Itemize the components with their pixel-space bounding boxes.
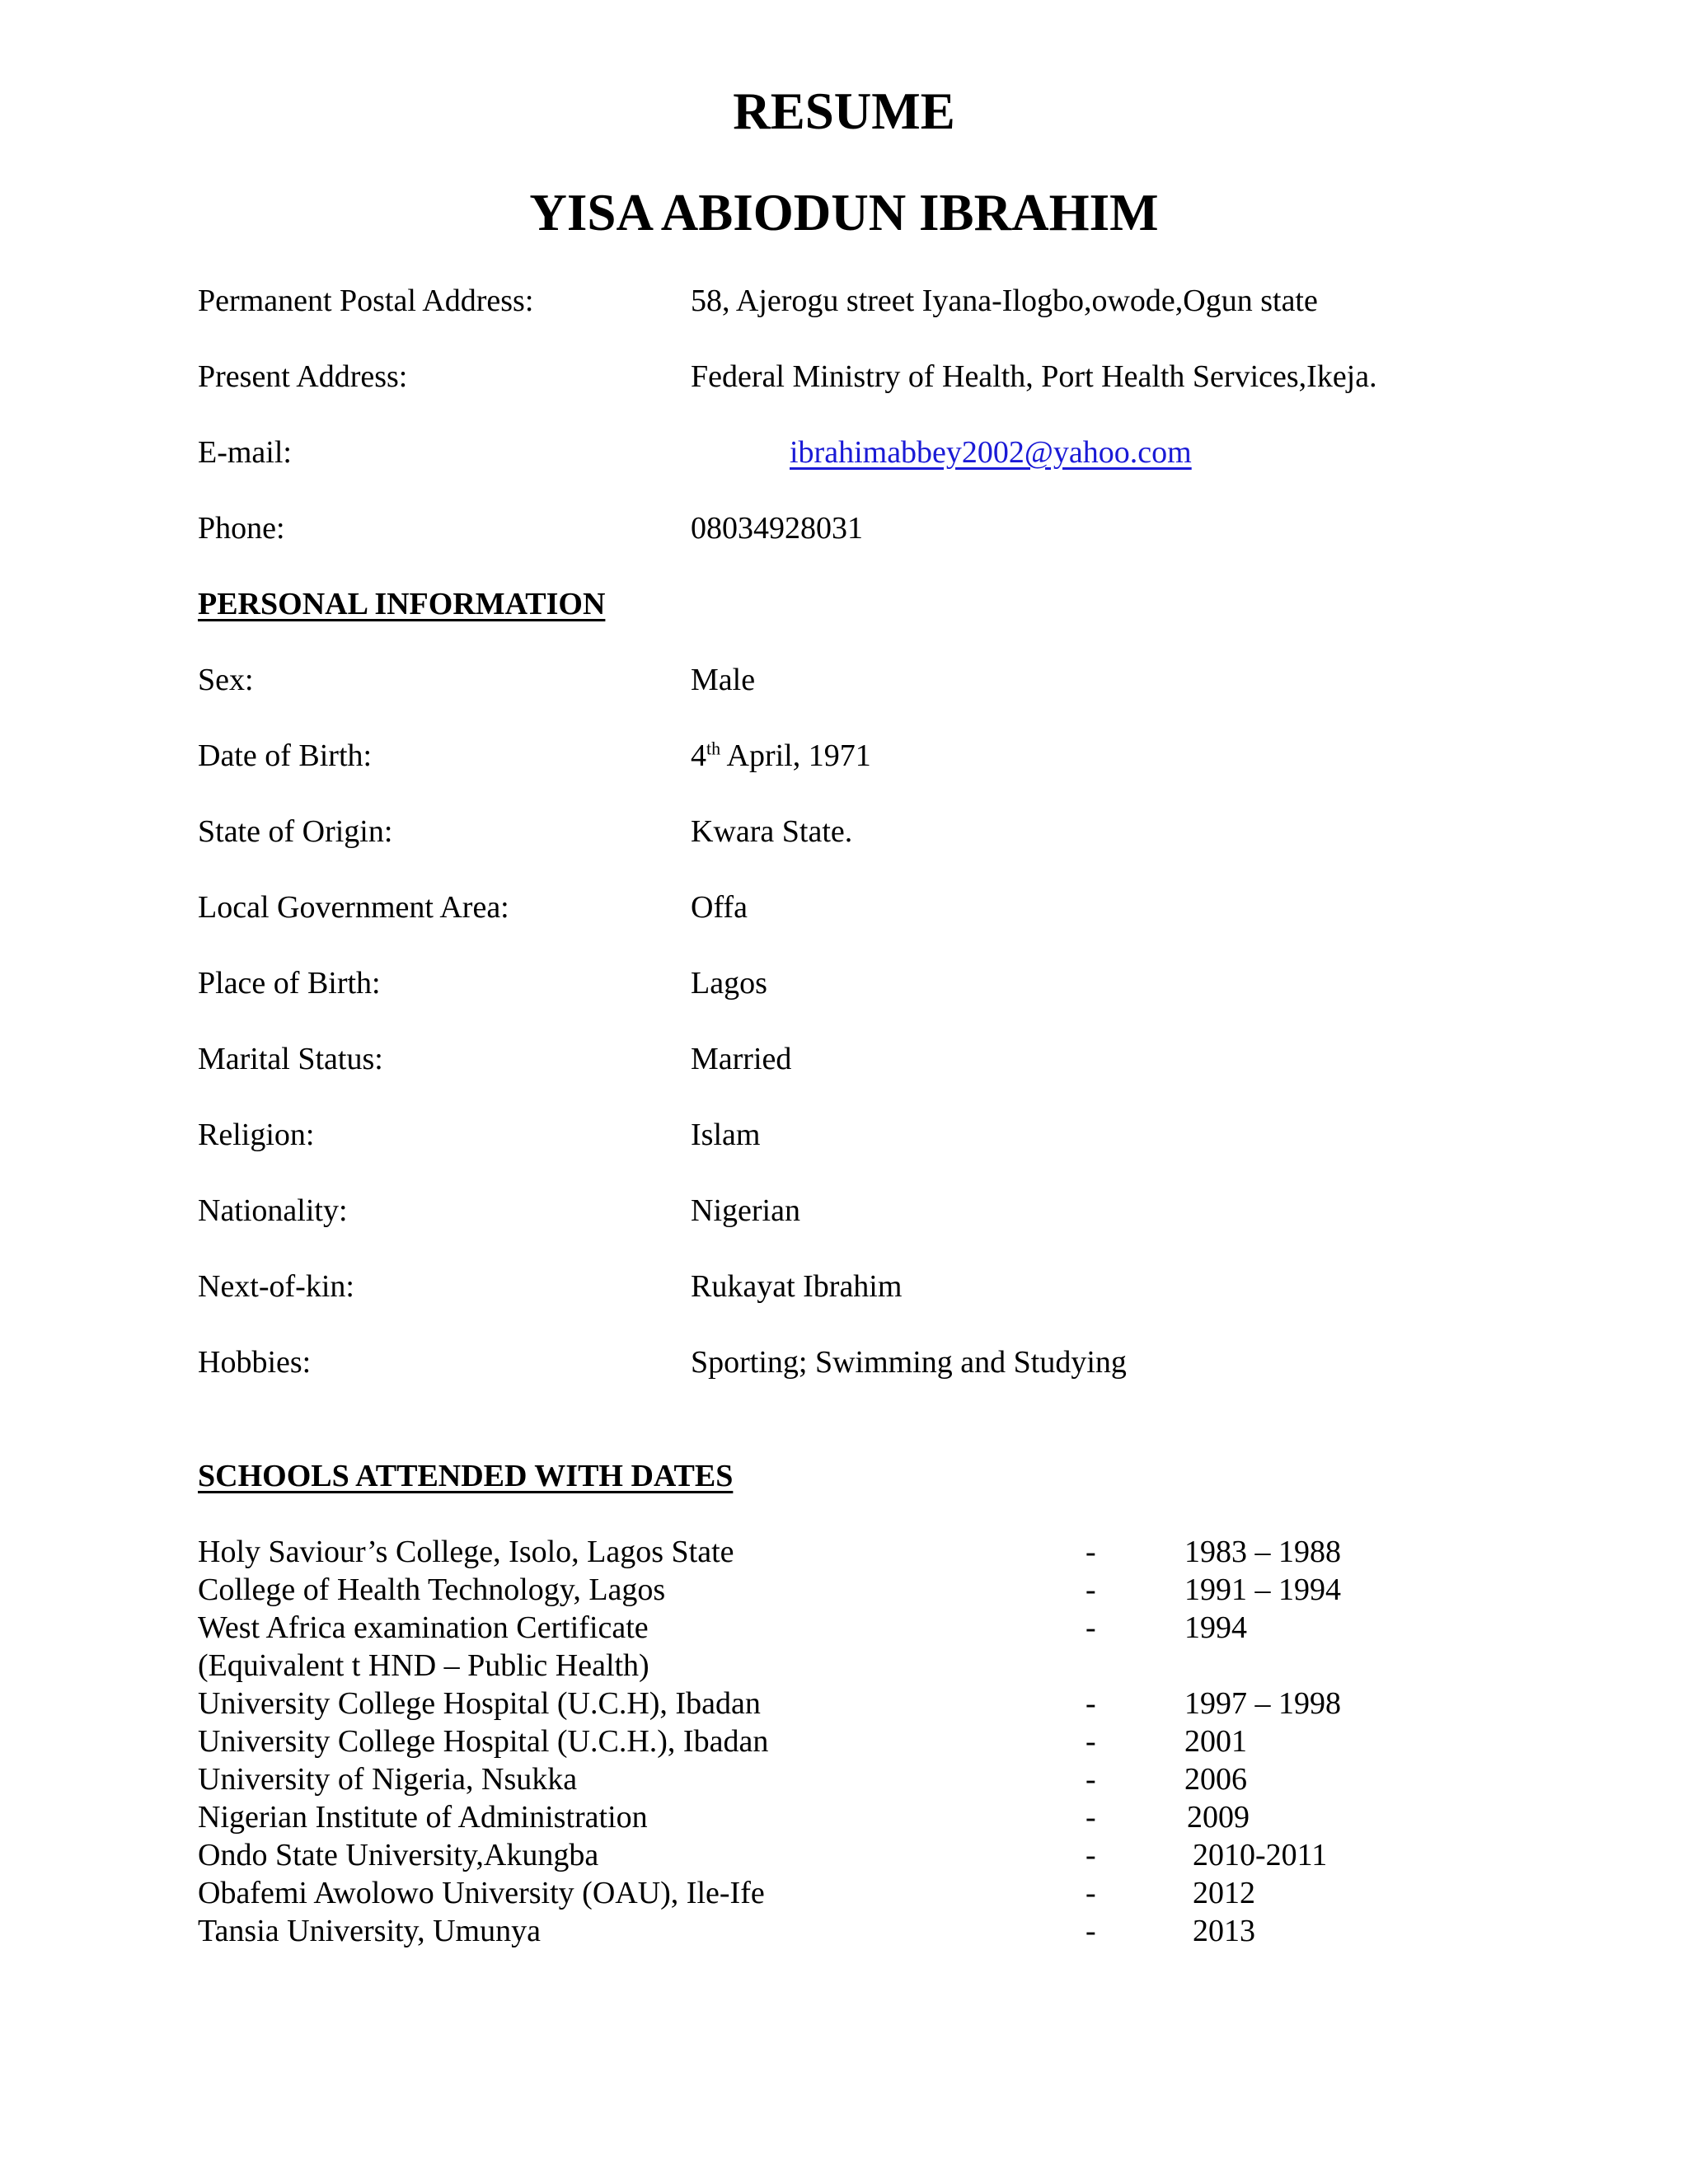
school-dash: -: [1085, 1724, 1096, 1759]
place-of-birth-label: Place of Birth:: [198, 966, 381, 1001]
school-name: College of Health Technology, Lagos: [198, 1572, 666, 1607]
school-dash: -: [1085, 1800, 1096, 1835]
school-dash: -: [1085, 1610, 1096, 1645]
lga-value: Offa: [691, 890, 748, 925]
birth-day: 4: [691, 738, 706, 773]
religion-value: Islam: [691, 1118, 761, 1152]
school-name: University College Hospital (U.C.H.), Ibadan: [198, 1724, 769, 1759]
present-address-label: Present Address:: [198, 359, 408, 394]
date-of-birth-value: [691, 740, 871, 771]
schools-heading: SCHOOLS ATTENDED WITH DATES: [198, 1459, 734, 1493]
school-dash: -: [1085, 1876, 1096, 1910]
school-dash: -: [1085, 1914, 1096, 1948]
school-dates: 1983 – 1988: [1184, 1535, 1341, 1569]
phone-label: Phone:: [198, 511, 285, 546]
school-dates: 1991 – 1994: [1184, 1572, 1341, 1607]
document-title: RESUME: [733, 82, 955, 140]
nationality-value: Nigerian: [691, 1193, 800, 1228]
school-dates: 2010-2011: [1193, 1838, 1328, 1872]
school-dates: 2009: [1187, 1800, 1250, 1835]
school-dash: -: [1085, 1535, 1096, 1569]
school-dates: 2006: [1184, 1762, 1247, 1797]
nationality-label: Nationality:: [198, 1193, 348, 1228]
place-of-birth-value: Lagos: [691, 966, 767, 1001]
school-dash: -: [1085, 1686, 1096, 1721]
school-note: (Equivalent t HND – Public Health): [198, 1648, 649, 1683]
school-dates: 2013: [1193, 1914, 1255, 1948]
school-dash: -: [1085, 1762, 1096, 1797]
sex-label: Sex:: [198, 663, 254, 697]
phone-value: 08034928031: [691, 511, 863, 546]
school-name: Tansia University, Umunya: [198, 1914, 541, 1948]
school-dash: -: [1085, 1838, 1096, 1872]
school-name: Ondo State University,Akungba: [198, 1838, 599, 1872]
school-name: University College Hospital (U.C.H), Ibadan: [198, 1686, 761, 1721]
postal-address-label: Permanent Postal Address:: [198, 284, 534, 318]
school-name: Holy Saviour’s College, Isolo, Lagos State: [198, 1535, 734, 1569]
email-link[interactable]: ibrahimabbey2002@yahoo.com: [790, 435, 1192, 470]
hobbies-value: Sporting; Swimming and Studying: [691, 1345, 1127, 1380]
school-name: Obafemi Awolowo University (OAU), Ile-Ife: [198, 1876, 765, 1910]
state-of-origin-value: Kwara State.: [691, 814, 853, 849]
marital-status-value: Married: [691, 1042, 792, 1076]
sex-value: Male: [691, 663, 756, 697]
email-label: E-mail:: [198, 435, 292, 470]
school-dash: -: [1085, 1572, 1096, 1607]
next-of-kin-value: Rukayat Ibrahim: [691, 1269, 903, 1304]
present-address-value: Federal Ministry of Health, Port Health Services,Ikeja.: [691, 359, 1377, 394]
hobbies-label: Hobbies:: [198, 1345, 312, 1380]
school-dates: 1997 – 1998: [1184, 1686, 1341, 1721]
candidate-name: YISA ABIODUN IBRAHIM: [529, 184, 1159, 241]
postal-address-value: 58, Ajerogu street Iyana-Ilogbo,owode,Ogun state: [691, 284, 1318, 318]
school-name: West Africa examination Certificate: [198, 1610, 649, 1645]
birth-month-year: April, 1971: [720, 738, 871, 773]
personal-information-heading: PERSONAL INFORMATION: [198, 587, 606, 621]
school-dates: 2012: [1193, 1876, 1255, 1910]
next-of-kin-label: Next-of-kin:: [198, 1269, 354, 1304]
religion-label: Religion:: [198, 1118, 315, 1152]
school-dates: 1994: [1184, 1610, 1247, 1645]
state-of-origin-label: State of Origin:: [198, 814, 393, 849]
date-of-birth-label: Date of Birth:: [198, 738, 373, 773]
birth-day-suffix: th: [706, 738, 721, 759]
lga-label: Local Government Area:: [198, 890, 509, 925]
school-name: Nigerian Institute of Administration: [198, 1800, 648, 1835]
school-dates: 2001: [1184, 1724, 1247, 1759]
school-name: University of Nigeria, Nsukka: [198, 1762, 578, 1797]
marital-status-label: Marital Status:: [198, 1042, 383, 1076]
